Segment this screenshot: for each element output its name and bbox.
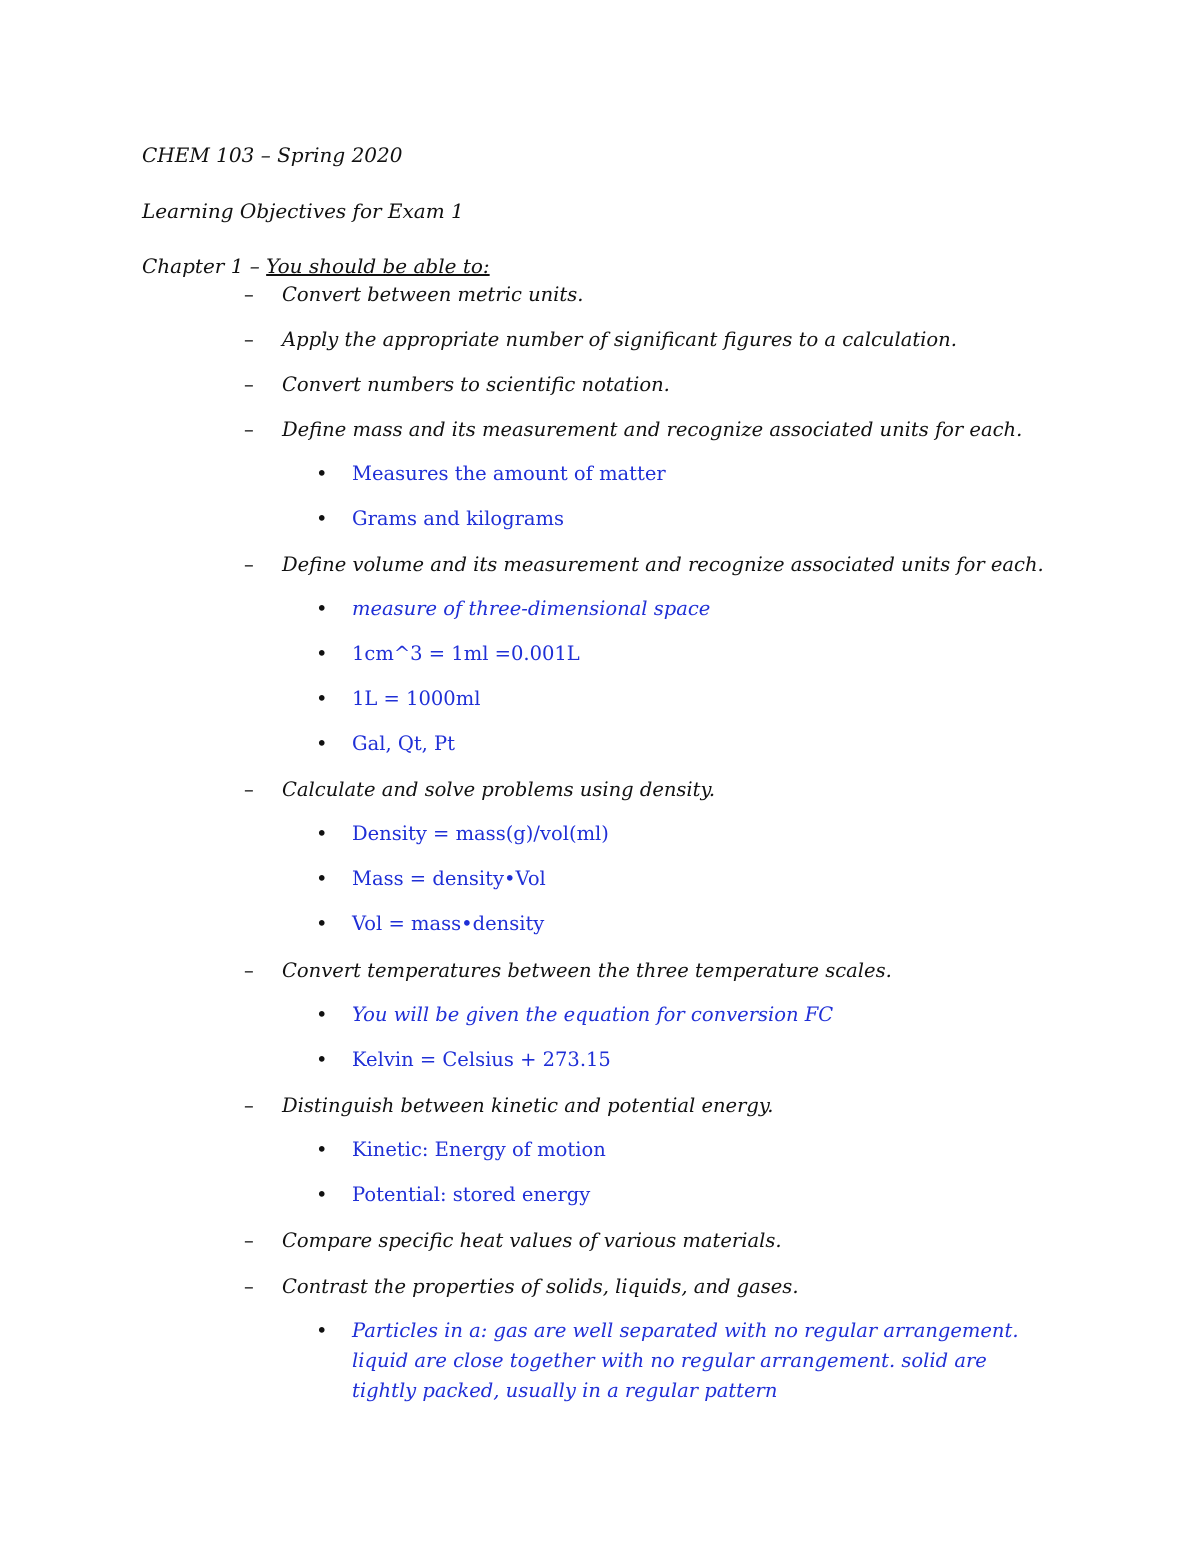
bullet-icon: • (316, 597, 328, 620)
note-text: Measures the amount of matter (352, 462, 666, 485)
bullet-icon: • (316, 867, 328, 890)
note-text: Density = mass(g)/vol(ml) (352, 822, 609, 845)
objective-text: Define mass and its measurement and recognize associated units for each. (282, 418, 1023, 441)
objective-3 (244, 373, 670, 397)
note-volume-3 (316, 684, 480, 714)
dash-marker: – (244, 553, 254, 576)
chapter-label: Chapter 1 – (142, 254, 267, 278)
objective-10 (244, 1275, 799, 1299)
course-title: CHEM 103 – Spring 2020 (142, 143, 403, 167)
objective-text: Compare specific heat values of various materials. (282, 1229, 782, 1252)
objective-4 (244, 418, 1022, 442)
dash-marker: – (244, 1229, 254, 1252)
dash-marker: – (244, 778, 254, 801)
bullet-icon: • (316, 1048, 328, 1071)
bullet-icon: • (316, 912, 328, 935)
note-text: Mass = density•Vol (352, 867, 546, 890)
objective-8 (244, 1094, 774, 1118)
bullet-icon: • (316, 642, 328, 665)
note-temperature-2 (316, 1045, 611, 1075)
note-text: Kinetic: Energy of motion (352, 1138, 606, 1161)
note-density-1 (316, 819, 609, 849)
bullet-icon: • (316, 507, 328, 530)
note-temperature-1 (316, 1000, 833, 1030)
objective-text: Distinguish between kinetic and potential energy. (282, 1094, 774, 1117)
chapter-instruction: You should be able to: (266, 254, 490, 278)
note-energy-1 (316, 1135, 606, 1165)
note-text: 1cm^3 = 1ml =0.001L (352, 642, 580, 665)
note-text: 1L = 1000ml (352, 687, 481, 710)
note-text: Potential: stored energy (352, 1183, 591, 1206)
bullet-icon: • (316, 1183, 328, 1206)
note-text: Vol = mass•density (352, 912, 545, 935)
objective-7 (244, 959, 892, 983)
exam-title: Learning Objectives for Exam 1 (142, 199, 464, 223)
note-volume-1 (316, 594, 710, 624)
dash-marker: – (244, 1094, 254, 1117)
note-text: Grams and kilograms (352, 507, 565, 530)
note-density-3 (316, 909, 544, 939)
dash-marker: – (244, 959, 254, 982)
note-text: You will be given the equation for conversion FC (352, 1003, 834, 1026)
objective-2 (244, 328, 957, 352)
objective-text: Apply the appropriate number of significant figures to a calculation. (282, 328, 957, 351)
note-energy-2 (316, 1180, 590, 1210)
objective-text: Convert temperatures between the three temperature scales. (282, 959, 892, 982)
bullet-icon: • (316, 732, 328, 755)
dash-marker: – (244, 418, 254, 441)
dash-marker: – (244, 373, 254, 396)
objective-9 (244, 1229, 782, 1253)
bullet-icon: • (316, 1138, 328, 1161)
note-volume-4 (316, 729, 455, 759)
objective-1 (244, 283, 583, 307)
note-states-1 (316, 1316, 1056, 1406)
bullet-icon: • (316, 687, 328, 710)
note-text: Gal, Qt, Pt (352, 732, 456, 755)
dash-marker: – (244, 328, 254, 351)
bullet-icon: • (316, 462, 328, 485)
note-volume-2 (316, 639, 580, 669)
note-text: Particles in a: gas are well separated with no regular arrangement. liquid are close together with no regular arrangement. solid are tightly packed, usually in a regular pattern (352, 1319, 1019, 1402)
bullet-icon: • (316, 1003, 328, 1026)
objective-6 (244, 778, 715, 802)
objective-text: Convert between metric units. (282, 283, 584, 306)
objective-text: Define volume and its measurement and recognize associated units for each. (282, 553, 1044, 576)
bullet-icon: • (316, 1319, 328, 1342)
objective-5 (244, 553, 1044, 577)
objective-text: Convert numbers to scientific notation. (282, 373, 670, 396)
chapter-heading (142, 254, 490, 278)
bullet-icon: • (316, 822, 328, 845)
note-text: Kelvin = Celsius + 273.15 (352, 1048, 611, 1071)
note-density-2 (316, 864, 546, 894)
note-text: measure of three-dimensional space (352, 597, 711, 620)
objective-text: Contrast the properties of solids, liquids, and gases. (282, 1275, 799, 1298)
dash-marker: – (244, 1275, 254, 1298)
dash-marker: – (244, 283, 254, 306)
note-mass-1 (316, 459, 666, 489)
objective-text: Calculate and solve problems using density. (282, 778, 716, 801)
note-mass-2 (316, 504, 564, 534)
